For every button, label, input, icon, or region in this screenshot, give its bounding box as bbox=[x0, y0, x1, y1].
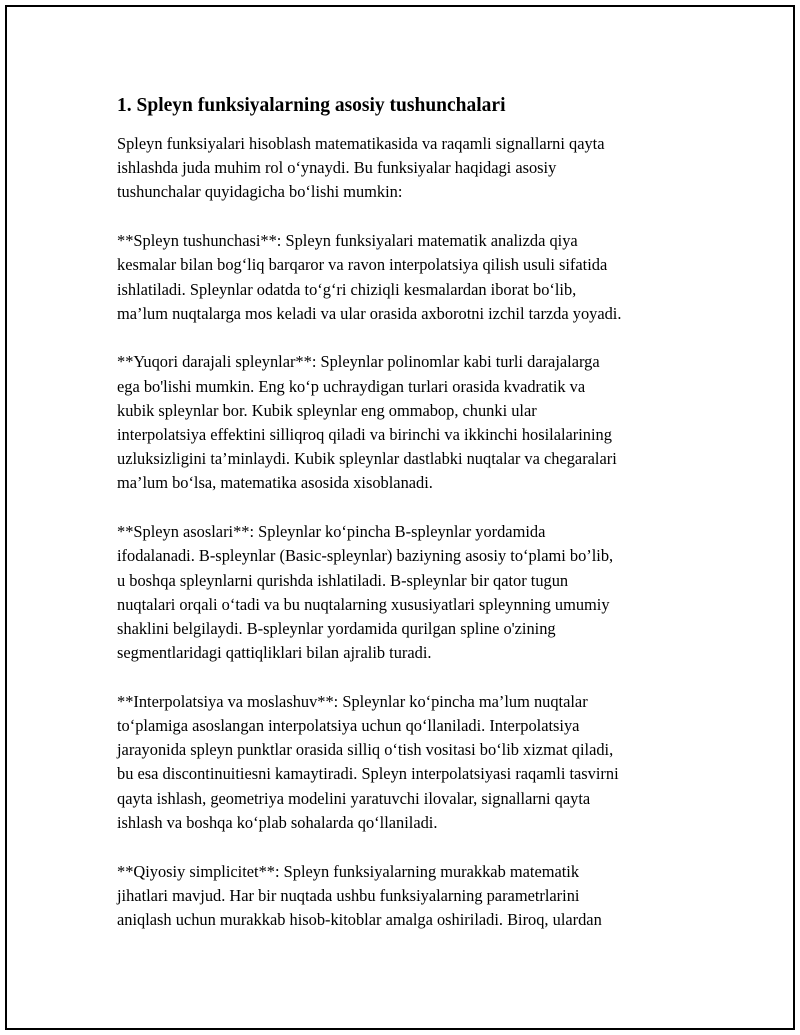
text-line: nuqtalari orqali o‘tadi va bu nuqtalarning xususiyatlari spleynning umumiy bbox=[117, 594, 610, 614]
text-line: qayta ishlash, geometriya modelini yaratuvchi ilovalar, signallarni qayta bbox=[117, 788, 591, 808]
paragraph-yuqori-darajali bbox=[117, 350, 682, 495]
paragraph-intro bbox=[117, 132, 682, 205]
text-line: ma’lum nuqtalarga mos keladi va ular orasida axborotni izchil tarzda yoyadi. bbox=[117, 303, 622, 323]
paragraph-spleyn-tushunchasi bbox=[117, 229, 682, 326]
document-body bbox=[117, 93, 682, 957]
text-line: uzluksizligini ta’minlaydi. Kubik spleynlar dastlabki nuqtalar va chegaralari bbox=[117, 449, 617, 469]
text-line: u boshqa spleynlarni qurishda ishlatiladi. B-spleynlar bir qator tugun bbox=[117, 570, 569, 590]
paragraph-spleyn-asoslari bbox=[117, 520, 682, 665]
text-line: to‘plamiga asoslangan interpolatsiya uchun qo‘llaniladi. Interpolatsiya bbox=[117, 716, 580, 736]
text-line: kubik spleynlar bor. Kubik spleynlar eng ommabop, chunki ular bbox=[117, 400, 537, 420]
section-heading: 1. Spleyn funksiyalarning asosiy tushunchalari bbox=[117, 95, 506, 116]
text-line: ifodalanadi. B-spleynlar (Basic-spleynlar) baziyning asosiy to‘plami bo’lib, bbox=[117, 546, 614, 566]
text-line: Spleyn funksiyalari hisoblash matematikasida va raqamli signallarni qayta bbox=[117, 134, 605, 153]
text-line: aniqlash uchun murakkab hisob-kitoblar amalga oshiriladi. Biroq, ulardan bbox=[117, 909, 602, 929]
text-line: ishlash va boshqa ko‘plab sohalarda qo‘llaniladi. bbox=[117, 812, 438, 832]
text-line: kesmalar bilan bog‘liq barqaror va ravon interpolatsiya qilish usuli sifatida bbox=[117, 255, 608, 275]
text-line: ishlatiladi. Spleynlar odatda to‘g‘ri chiziqli kesmalardan iborat bo‘lib, bbox=[117, 279, 577, 299]
paragraph-qiyosiy-simplicitet bbox=[117, 860, 682, 933]
text-line: segmentlaridagi qattiqliklari bilan ajralib turadi. bbox=[117, 643, 432, 663]
paragraph-interpolatsiya bbox=[117, 690, 682, 835]
text-line: shaklini belgilaydi. B-spleynlar yordamida qurilgan spline o'zining bbox=[117, 618, 556, 638]
text-line: **Qiyosiy simplicitet**: Spleyn funksiyalarning murakkab matematik bbox=[117, 861, 580, 881]
text-line: **Spleyn tushunchasi**: Spleyn funksiyalari matematik analizda qiya bbox=[117, 231, 578, 251]
text-line: interpolatsiya effektini silliqroq qiladi va birinchi va ikkinchi hosilalarining bbox=[117, 425, 612, 445]
text-line: bu esa discontinuitiesni kamaytiradi. Spleyn interpolatsiyasi raqamli tasvirni bbox=[117, 764, 619, 784]
text-line: **Interpolatsiya va moslashuv**: Spleynlar ko‘pincha ma’lum nuqtalar bbox=[117, 691, 588, 711]
text-line: tushunchalar quyidagicha bo‘lishi mumkin: bbox=[117, 182, 403, 202]
text-line: jihatlari mavjud. Har bir nuqtada ushbu funksiyalarning parametrlarini bbox=[117, 885, 580, 905]
text-line: ega bo'lishi mumkin. Eng ko‘p uchraydigan turlari orasida kvadratik va bbox=[117, 376, 586, 396]
text-line: ishlashda juda muhim rol o‘ynaydi. Bu funksiyalar haqidagi asosiy bbox=[117, 158, 557, 178]
text-line: **Yuqori darajali spleynlar**: Spleynlar polinomlar kabi turli darajalarga bbox=[117, 352, 600, 372]
text-line: **Spleyn asoslari**: Spleynlar ko‘pincha B-spleynlar yordamida bbox=[117, 522, 546, 542]
text-line: ma’lum bo‘lsa, matematika asosida xisoblanadi. bbox=[117, 473, 433, 493]
text-line: jarayonida spleyn punktlar orasida silliq o‘tish vositasi bo‘lib xizmat qiladi, bbox=[117, 740, 614, 760]
